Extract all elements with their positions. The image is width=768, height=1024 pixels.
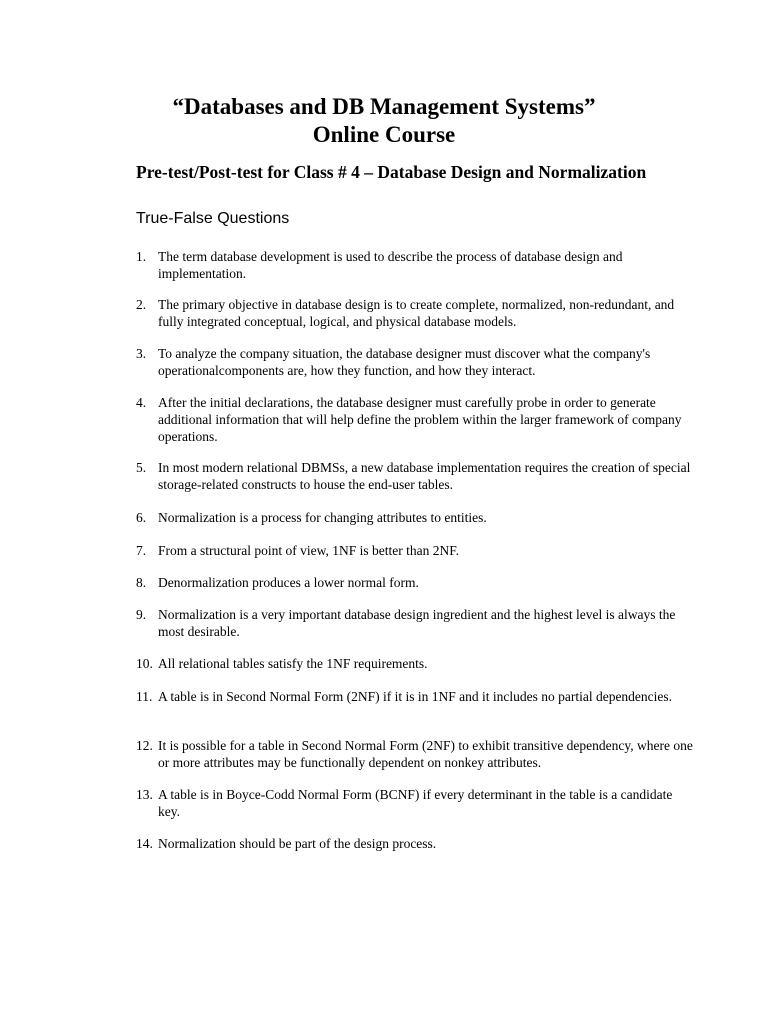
question-item <box>136 460 696 494</box>
question-text: A table is in Boyce-Codd Normal Form (BCNF) if every determinant in the table is a candidate key. <box>158 787 673 819</box>
question-item <box>136 689 696 706</box>
question-text: Normalization should be part of the design process. <box>158 836 437 851</box>
question-number: 2. <box>136 297 147 312</box>
question-text: The primary objective in database design is to create complete, normalized, non-redundant, and fully integrated conceptual, logical, and physical database models. <box>158 297 675 329</box>
section-heading: True-False Questions <box>136 210 290 227</box>
question-text: It is possible for a table in Second Normal Form (2NF) to exhibit transitive dependency, where one or more attributes may be functionally dependent on nonkey attributes. <box>158 738 693 770</box>
question-text: In most modern relational DBMSs, a new database implementation requires the creation of special storage-related constructs to house the end-user tables. <box>158 460 691 492</box>
question-item <box>136 249 696 283</box>
question-text: Denormalization produces a lower normal form. <box>158 575 419 590</box>
question-number: 3. <box>136 346 147 361</box>
test-title: Pre-test/Post-test for Class # 4 – Database Design and Normalization <box>136 162 647 182</box>
question-number: 4. <box>136 395 147 410</box>
question-item <box>136 346 696 380</box>
question-number: 12. <box>136 738 153 753</box>
question-text: After the initial declarations, the database designer must carefully probe in order to generate additional information that will help define the problem within the larger framework of company operations. <box>158 395 682 444</box>
question-number: 6. <box>136 510 147 525</box>
question-item <box>136 787 696 821</box>
question-number: 11. <box>136 689 153 704</box>
question-number: 10. <box>136 656 153 671</box>
question-number: 14. <box>136 836 153 851</box>
question-text: Normalization is a process for changing attributes to entities. <box>158 510 487 525</box>
question-text: All relational tables satisfy the 1NF requirements. <box>158 656 428 671</box>
question-item <box>136 395 696 445</box>
question-item <box>136 607 696 641</box>
question-number: 8. <box>136 575 147 590</box>
question-number: 9. <box>136 607 147 622</box>
question-item <box>136 575 696 592</box>
question-number: 1. <box>136 249 147 264</box>
question-number: 13. <box>136 787 153 802</box>
question-item <box>136 543 696 560</box>
question-item <box>136 836 696 853</box>
question-text: To analyze the company situation, the database designer must discover what the company's operationalcomponents are, how they function, and how they interact. <box>158 346 651 378</box>
question-text: From a structural point of view, 1NF is better than 2NF. <box>158 543 460 558</box>
question-text: The term database development is used to describe the process of database design and implementation. <box>158 249 623 281</box>
question-item <box>136 656 696 673</box>
question-item <box>136 297 696 331</box>
question-number: 5. <box>136 460 147 475</box>
question-text: Normalization is a very important database design ingredient and the highest level is always the most desirable. <box>158 607 676 639</box>
course-subtitle: Online Course <box>312 122 456 147</box>
question-item <box>136 738 696 772</box>
course-title: “Databases and DB Management Systems” <box>172 94 596 119</box>
question-number: 7. <box>136 543 147 558</box>
question-text: A table is in Second Normal Form (2NF) if it is in 1NF and it includes no partial dependencies. <box>158 689 673 704</box>
question-item <box>136 510 696 527</box>
